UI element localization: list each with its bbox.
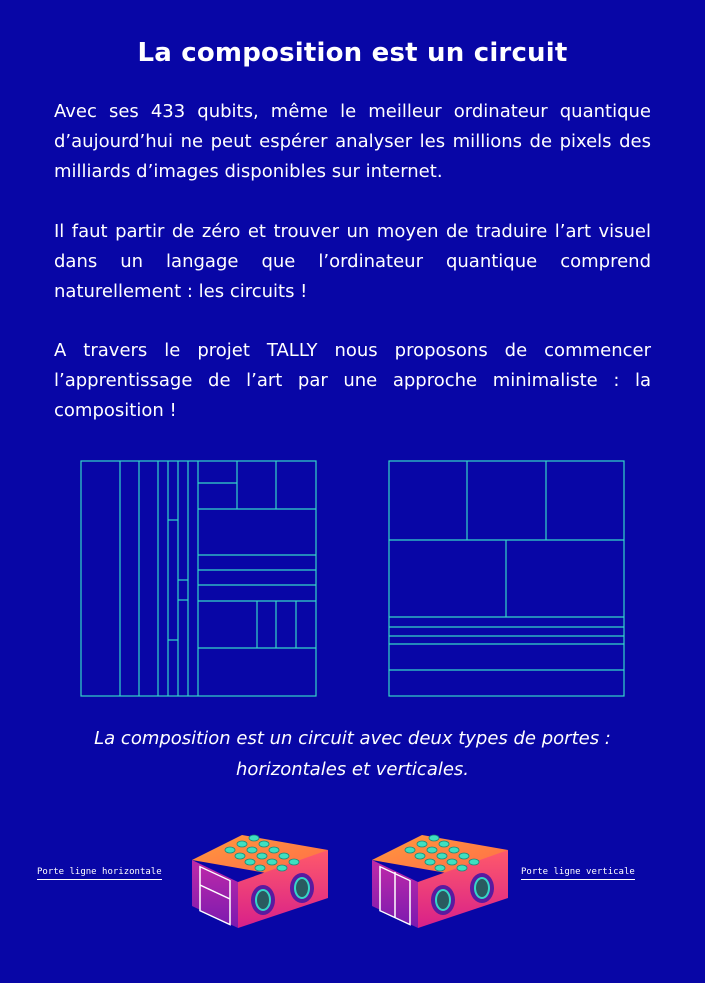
tally-paragraph: A travers le projet TALLY nous proposons de commencer l’apprentissage de l’art par une approche minimaliste : la composition !	[54, 340, 651, 421]
horizontal-gate-label: Porte ligne horizontale	[37, 867, 162, 880]
circuit-caption	[0, 723, 705, 785]
caption-line-2: horizontales et verticales.	[235, 759, 470, 780]
page-title: La composition est un circuit	[137, 38, 568, 68]
horizontal-gate-block-icon	[190, 800, 330, 930]
composition-diagram-right	[388, 460, 626, 698]
vertical-gate-label: Porte ligne verticale	[521, 867, 635, 880]
circuits-paragraph: Il faut partir de zéro et trouver un moyen de traduire l’art visuel dans un langage que l’ordinateur quantique comprend naturellement : les circuits !	[54, 221, 651, 302]
vertical-gate-block-icon	[370, 800, 510, 930]
intro-paragraph: Avec ses 433 qubits, même le meilleur ordinateur quantique d’aujourd’hui ne peut espérer analyser les millions de pixels des milliards d’images disponibles sur internet.	[54, 101, 651, 182]
composition-diagram-left	[80, 460, 318, 698]
caption-line-1: La composition est un circuit avec deux types de portes :	[94, 728, 611, 749]
